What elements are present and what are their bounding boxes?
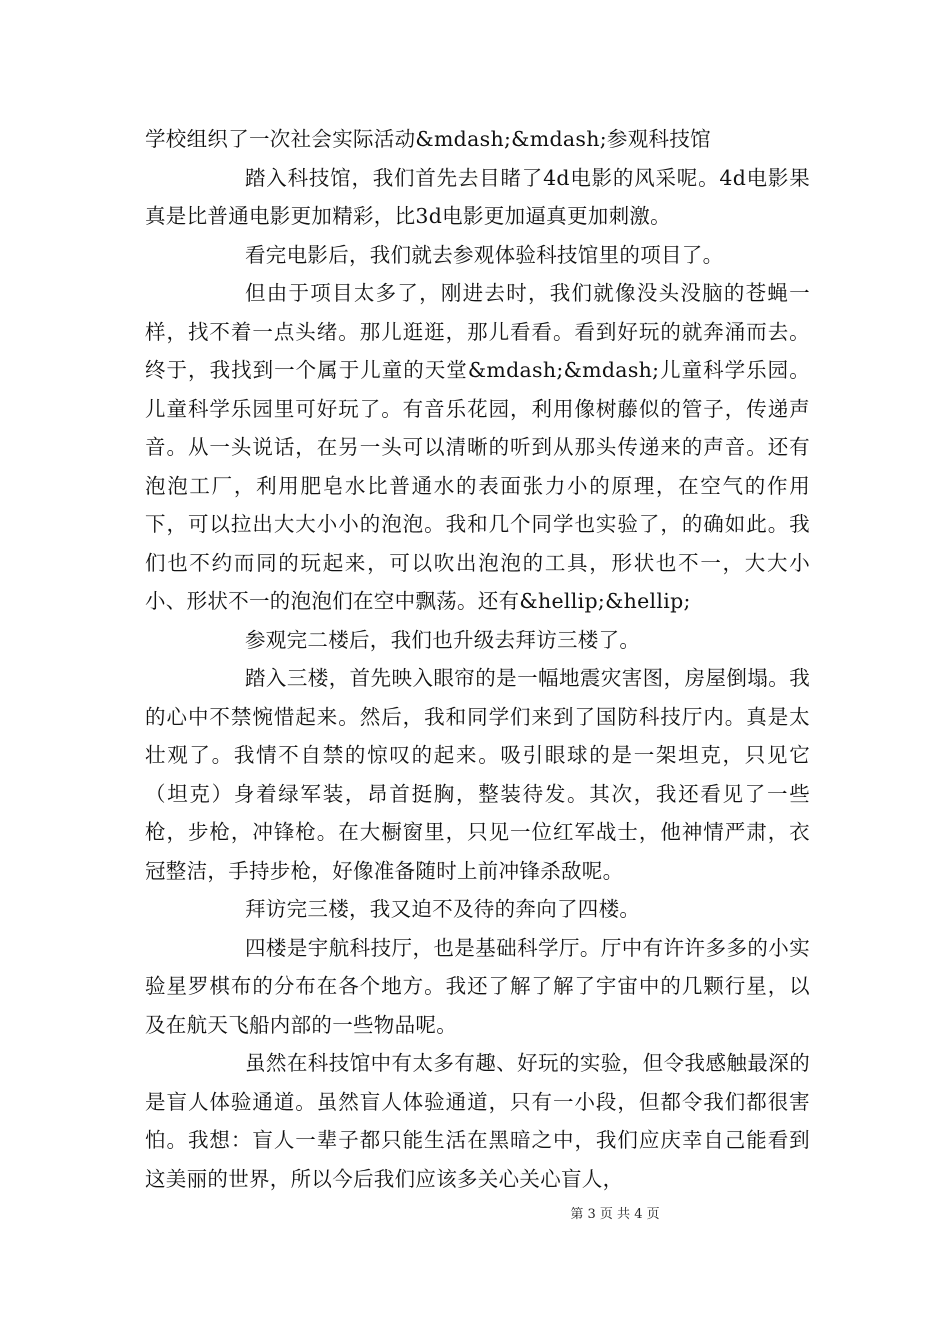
- paragraph: 参观完二楼后，我们也升级去拜访三楼了。: [245, 627, 641, 652]
- paragraph: 学校组织了一次社会实际活动&mdash;&mdash;参观科技馆: [145, 127, 711, 151]
- paragraph: 踏入科技馆，我们首先去目睹了4d电影的风采呢。4d电影果真是比普通电影更加精彩，比3d电影更加逼真更加刺激。: [145, 165, 810, 228]
- paragraph: 踏入三楼，首先映入眼帘的是一幅地震灾害图，房屋倒塌。我的心中不禁惋惜起来。然后，我和同学们来到了国防科技厅内。真是太壮观了。我情不自禁的惊叹的起来。吸引眼球的是一架坦克，只见它（坦克）身着绿军装，昂首挺胸，整装待发。其次，我还看见了一些枪，步枪，冲锋枪。在大橱窗里，只见一位红军战士，他神情严肃，衣冠整洁，手持步枪，好像准备随时上前冲锋杀敌呢。: [145, 666, 810, 883]
- paragraph: 虽然在科技馆中有太多有趣、好玩的实验，但令我感触最深的是盲人体验通道。虽然盲人体验通道，只有一小段，但都令我们都很害怕。我想：盲人一辈子都只能生活在黑暗之中，我们应庆幸自己能看到这美丽的世界，所以今后我们应该多关心关心盲人，: [145, 1051, 810, 1191]
- paragraph: 看完电影后，我们就去参观体验科技馆里的项目了。: [245, 242, 724, 267]
- paragraph: 四楼是宇航科技厅，也是基础科学厅。厅中有许许多多的小实验星罗棋布的分布在各个地方。我还了解了解了宇宙中的几颗行星，以及在航天飞船内部的一些物品呢。: [145, 935, 810, 1037]
- paragraph: 但由于项目太多了，刚进去时，我们就像没头没脑的苍蝇一样，找不着一点头绪。那儿逛逛，那儿看看。看到好玩的就奔涌而去。终于，我找到一个属于儿童的天堂&mdash;&mdash;儿童科学乐园。儿童科学乐园里可好玩了。有音乐花园，利用像树藤似的管子，传递声音。从一头说话，在另一头可以清晰的听到从那头传递来的声音。还有泡泡工厂，利用肥皂水比普通水的表面张力小的原理，在空气的作用下，可以拉出大大小小的泡泡。我和几个同学也实验了，的确如此。我们也不约而同的玩起来，可以吹出泡泡的工具，形状也不一，大大小小、形状不一的泡泡们在空中飘荡。还有&hellip;&hellip;: [145, 281, 810, 613]
- page-number-footer: 第 3 页 共 4 页: [570, 1207, 660, 1222]
- document-body: [145, 120, 810, 1198]
- paragraph: 拜访完三楼，我又迫不及待的奔向了四楼。: [245, 897, 641, 921]
